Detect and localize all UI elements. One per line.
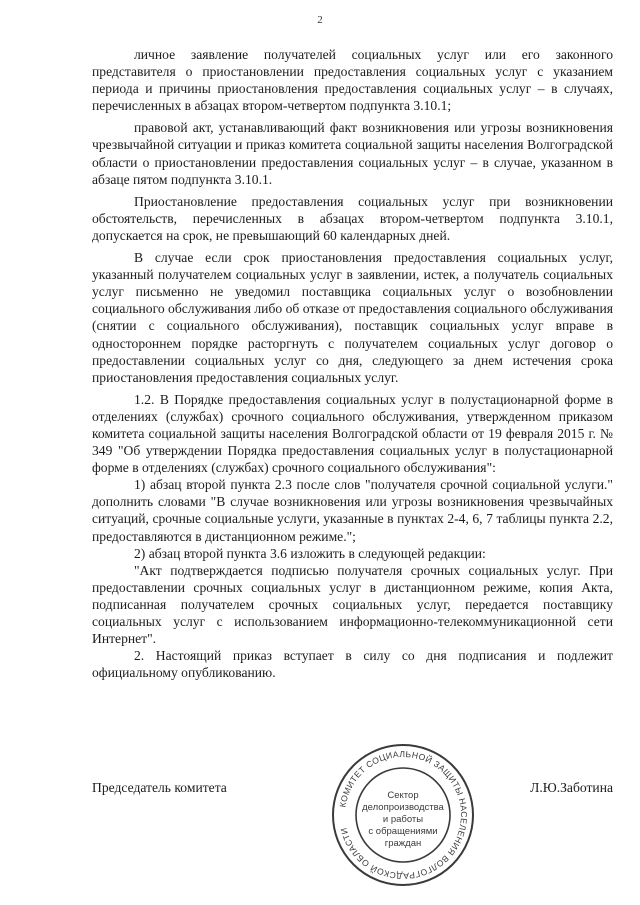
- signer-name: Л.Ю.Заботина: [530, 780, 613, 795]
- signer-position: Председатель комитета: [92, 780, 227, 795]
- paragraph-amendment-item-2: 2) абзац второй пункта 3.6 изложить в следующей редакции:: [134, 545, 486, 561]
- paragraph-act-text: "Акт подтверждается подписью получателя срочных социальных услуг. При предоставлении срочных социальных услуг в дистанционном режиме, копия Акта, подписанная получателем срочных социальных услуг, передается поставщику социальных услуг с использованием информационно-телекоммуникационной сети Интернет".: [92, 562, 613, 647]
- paragraph-expired-term: В случае если срок приостановления предоставления социальных услуг, указанный получателем социальных услуг в заявлении, истек, а получатель социальных услуг письменно не уведомил поставщика социальных услуг о возобновлении социального обслуживания либо об отказе от предоставления социального обслуживания (снятии с социального обслуживания), поставщик социальных услуг вправе в одностороннем порядке расторгнуть с получателем социальных услуг договор о предоставлении социальных услуг со дня, следующего за днем истечения срока приостановления предоставления социальных услуг.: [92, 250, 613, 385]
- stamp-ring-text: КОМИТЕТ СОЦИАЛЬНОЙ ЗАЩИТЫ НАСЕЛЕНИЯ ВОЛГОГРАДСКОЙ ОБЛАСТИ: [337, 748, 470, 882]
- paragraph-entry-into-force: 2. Настоящий приказ вступает в силу со дня подписания и подлежит официальному опубликованию.: [92, 648, 613, 681]
- paragraph-reason-statement: личное заявление получателей социальных услуг или его законного представителя о приостановлении предоставления социальных услуг с указанием периода и причины приостановления предоставления социальных услуг – в случаях, перечисленных в абзацах втором-четвертом подпункта 3.10.1;: [92, 47, 613, 114]
- official-stamp: [328, 740, 478, 890]
- stamp-line-2: делопроизводства: [362, 802, 444, 813]
- paragraph-amendment-item-1: 1) абзац второй пункта 2.3 после слов "получателя срочной социальной услуги." дополнить словами "В случае возникновения или угрозы возникновения чрезвычайных ситуаций, срочные социальные услуги, указанные в пунктах 2-4, 6, 7 таблицы пункта 2.2, предоставляются в дистанционном режиме.";: [92, 477, 613, 544]
- stamp-seal: [328, 740, 478, 890]
- stamp-line-4: с обращениями: [368, 826, 438, 837]
- page-number: 2: [317, 14, 323, 26]
- paragraph-amendment-1-2: 1.2. В Порядке предоставления социальных услуг в полустационарной форме в отделениях (службах) срочного социального обслуживания, утвержденном приказом комитета социальной защиты населения Волгоградской области от 19 февраля 2015 г. № 349 "Об утверждении Порядка предоставления социальных услуг в полустационарной форме в отделениях (службах) срочного социального обслуживания":: [92, 391, 613, 476]
- paragraph-suspension-term: Приостановление предоставления социальных услуг при возникновении обстоятельств, перечисленных в абзацах втором-четвертом подпункта 3.10.1, допускается на срок, не превышающий 60 календарных дней.: [92, 193, 613, 243]
- document-body: [92, 46, 613, 681]
- stamp-line-3: и работы: [382, 814, 424, 825]
- paragraph-legal-act: правовой акт, устанавливающий факт возникновения или угрозы возникновения чрезвычайной ситуации и приказ комитета социальной защиты населения Волгоградской области о приостановлении предоставления социальных услуг – в случае, указанном в абзаце пятом подпункта 3.10.1.: [92, 120, 613, 187]
- stamp-line-5: граждан: [384, 838, 422, 849]
- stamp-line-1: Сектор: [387, 790, 419, 801]
